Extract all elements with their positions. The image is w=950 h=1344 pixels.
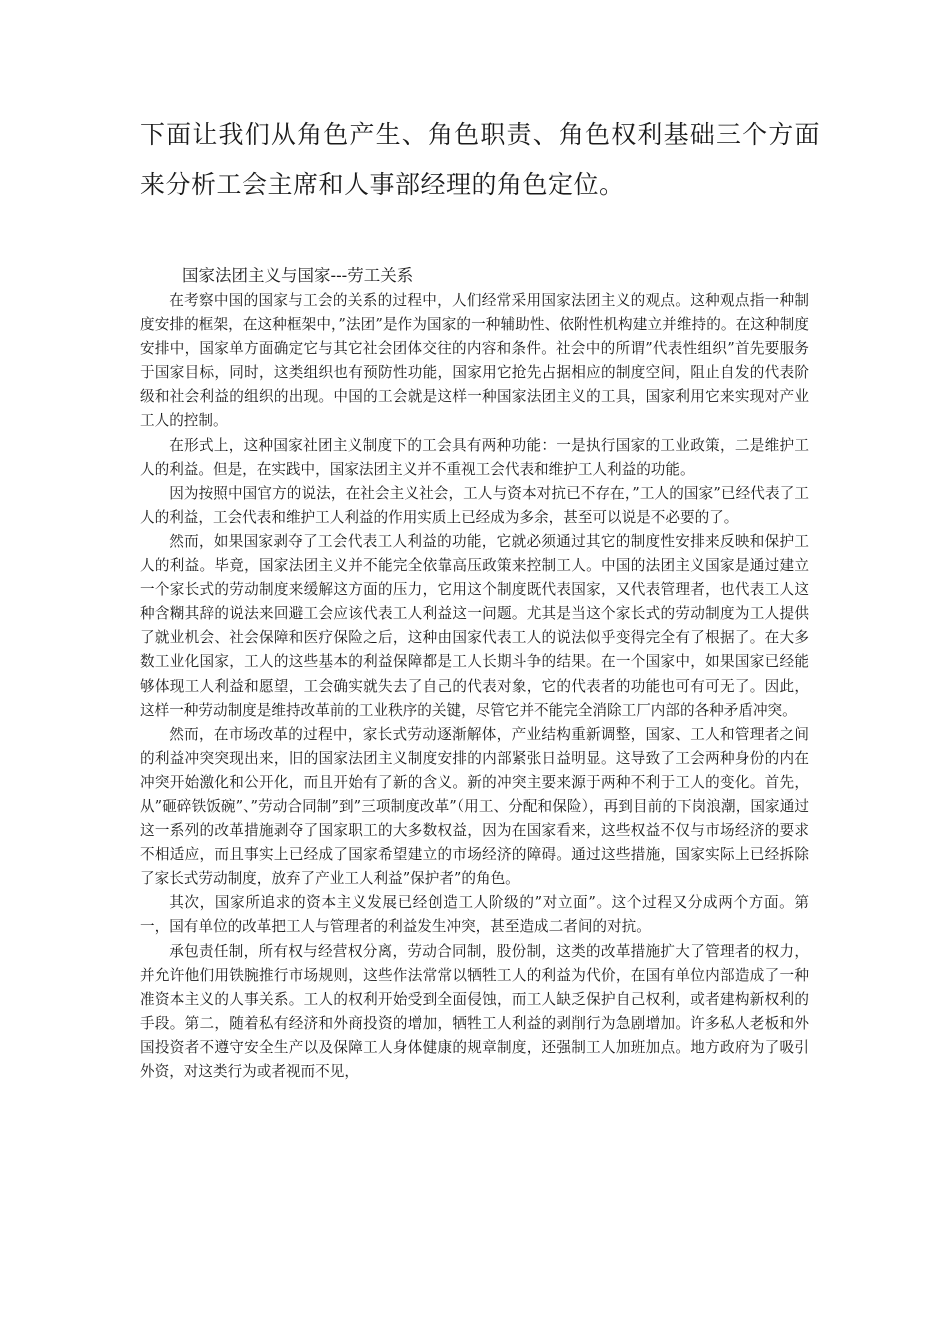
body-paragraph: 承包责任制，所有权与经营权分离，劳动合同制，股份制，这类的改革措施扩大了管理者的权力，并允许他们用铁腕推行市场规则，这些作法常常以牺牲工人的利益为代价，在国有单位内部造成了一种准资本主义的人事关系。工人的权利开始受到全面侵蚀，而工人缺乏保护自己权利，或者建构新权利的手段。第二，随着私有经济和外商投资的增加，牺牲工人利益的剥削行为急剧增加。许多私人老板和外国投资者不遵守安全生产以及保障工人身体健康的规章制度，还强制工人加班加点。地方政府为了吸引外资，对这类行为或者视而不见，	[140, 942, 809, 1080]
body-paragraph: 其次，国家所追求的资本主义发展已经创造工人阶级的”对立面”。这个过程又分成两个方面。第一，国有单位的改革把工人与管理者的利益发生冲突，甚至造成二者间的对抗。	[140, 894, 809, 936]
body-paragraph: 然而，在市场改革的过程中，家长式劳动逐渐解体，产业结构重新调整，国家、工人和管理者之间的利益冲突突现出来，旧的国家法团主义制度安排的内部紧张日益明显。这导致了工会两种身份的内在冲突开始激化和公开化，而且开始有了新的含义。新的冲突主要来源于两种不利于工人的变化。首先，从”砸碎铁饭碗”、”劳动合同制”到”三项制度改革”（用工、分配和保险），再到目前的下岗浪潮，国家通过这一系列的改革措施剥夺了国家职工的大多数权益，因为在国家看来，这些权益不仅与市场经济的要求不相适应，而且事实上已经成了国家希望建立的市场经济的障碍。通过这些措施，国家实际上已经拆除了家长式劳动制度，放弃了产业工人利益”保护者”的角色。	[140, 725, 809, 888]
intro-paragraph: 下面让我们从角色产生、角色职责、角色权利基础三个方面来分析工会主席和人事部经理的角色定位。	[140, 120, 820, 199]
section-title: 国家法团主义与国家---劳工关系	[182, 266, 414, 285]
body-text	[140, 289, 809, 1084]
body-paragraph: 因为按照中国官方的说法，在社会主义社会，工人与资本对抗已不存在，”工人的国家”已经代表了工人的利益，工会代表和维护工人利益的作用实质上已经成为多余，甚至可以说是不必要的了。	[140, 484, 809, 526]
body-paragraph: 然而，如果国家剥夺了工会代表工人利益的功能，它就必须通过其它的制度性安排来反映和保护工人的利益。毕竟，国家法团主义并不能完全依靠高压政策来控制工人。中国的法团主义国家是通过建立一个家长式的劳动制度来缓解这方面的压力，它用这个制度既代表国家，又代表管理者，也代表工人这种含糊其辞的说法来回避工会应该代表工人利益这一问题。尤其是当这个家长式的劳动制度为工人提供了就业机会、社会保障和医疗保险之后，这种由国家代表工人的说法似乎变得完全有了根据了。在大多数工业化国家，工人的这些基本的利益保障都是工人长期斗争的结果。在一个国家中，如果国家已经能够体现工人利益和愿望，工会确实就失去了自己的代表对象，它的代表者的功能也可有可无了。因此，这样一种劳动制度是维持改革前的工业秩序的关键，尽管它并不能完全消除工厂内部的各种矛盾冲突。	[140, 532, 809, 719]
body-paragraph: 在考察中国的国家与工会的关系的过程中，人们经常采用国家法团主义的观点。这种观点指一种制度安排的框架，在这种框架中，”法团”是作为国家的一种辅助性、依附性机构建立并维持的。在这种制度安排中，国家单方面确定它与其它社会团体交往的内容和条件。社会中的所谓”代表性组织”首先要服务于国家目标，同时，这类组织也有预防性功能，国家用它抢先占据相应的制度空间，阻止自发的代表阶级和社会利益的组织的出现。中国的工会就是这样一种国家法团主义的工具，国家利用它来实现对产业工人的控制。	[140, 292, 809, 430]
body-paragraph: 在形式上，这种国家社团主义制度下的工会具有两种功能：一是执行国家的工业政策，二是维护工人的利益。但是，在实践中，国家法团主义并不重视工会代表和维护工人利益的功能。	[140, 436, 809, 478]
